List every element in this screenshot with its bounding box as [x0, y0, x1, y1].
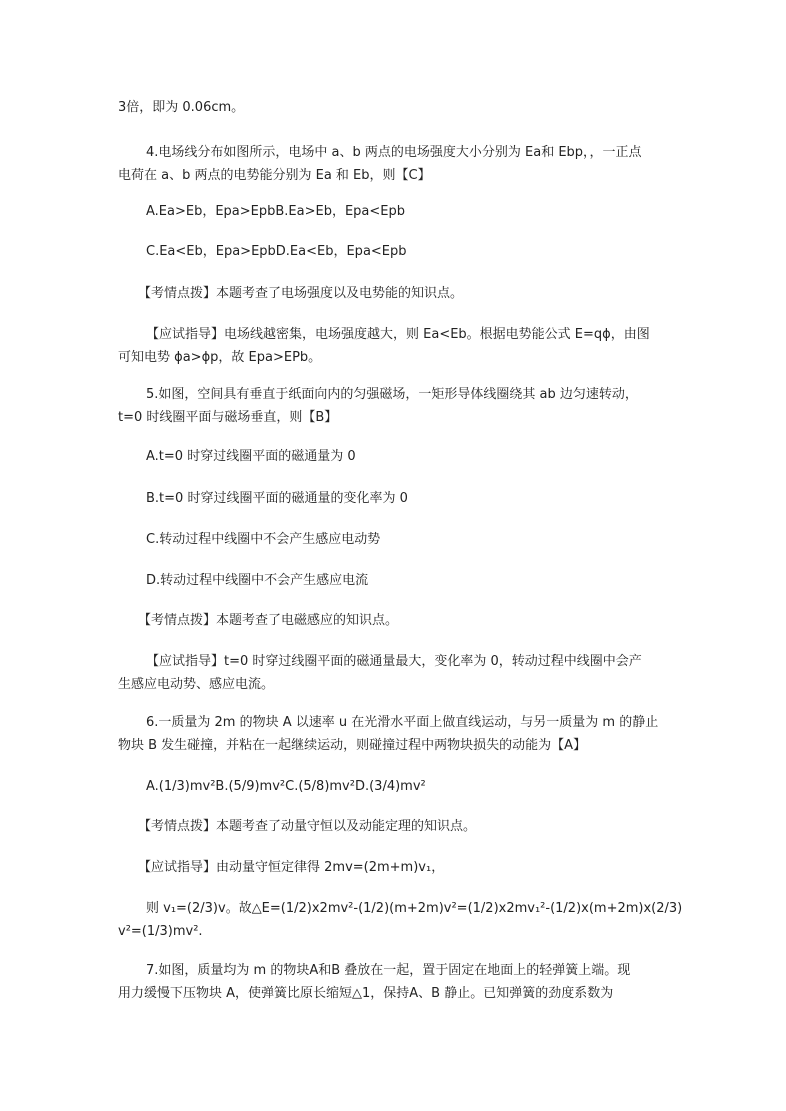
question-6-line-2: 物块 B 发生碰撞，并粘在一起继续运动，则碰撞过程中两物块损失的动能为【A】	[118, 738, 587, 753]
question-4-line-1: 4.电场线分布如图所示，电场中 a、b 两点的电场强度大小分别为 Ea和 Ebp，，一正点	[146, 145, 642, 160]
text-line-1: 3倍，即为 0.06cm。	[118, 100, 245, 115]
question-4-guide-line-1: 【应试指导】电场线越密集，电场强度越大，则 Ea<Eb。根据电势能公式 E=qϕ，由图	[146, 327, 650, 342]
question-7-line-2: 用力缓慢下压物块 A，使弹簧比原长缩短△1，保持A、B 静止。已知弹簧的劲度系数为	[118, 986, 614, 1001]
question-4-options-cd: C.Ea<Eb，Epa>EpbD.Ea<Eb，Epa<Epb	[146, 244, 407, 259]
question-5-option-c: C.转动过程中线圈中不会产生感应电动势	[146, 532, 381, 547]
question-6-analysis: 【考情点拨】本题考查了动量守恒以及动能定理的知识点。	[138, 819, 477, 834]
question-5-option-d: D.转动过程中线圈中不会产生感应电流	[146, 573, 369, 588]
question-6-guide-line-3: v²=(1/3)mv².	[118, 924, 203, 939]
question-5-option-a: A.t=0 时穿过线圈平面的磁通量为 0	[146, 449, 356, 464]
question-4-line-2: 电荷在 a、b 两点的电势能分别为 Ea 和 Eb，则【C】	[118, 168, 431, 183]
question-5-line-2: t=0 时线圈平面与磁场垂直，则【B】	[118, 410, 338, 425]
question-6-options: A.(1/3)mv²B.(5/9)mv²C.(5/8)mv²D.(3/4)mv²	[146, 779, 426, 794]
question-4-guide-line-2: 可知电势 ϕa>ϕp，故 Epa>EPb。	[118, 350, 322, 365]
question-4-analysis: 【考情点拨】本题考查了电场强度以及电势能的知识点。	[138, 286, 464, 301]
question-6-guide-line-1: 【应试指导】由动量守恒定律得 2mv=(2m+m)v₁，	[138, 860, 445, 875]
question-7-line-1: 7.如图，质量均为 m 的物块A和B 叠放在一起，置于固定在地面上的轻弹簧上端。现	[146, 963, 631, 978]
question-5-guide-line-1: 【应试指导】t=0 时穿过线圈平面的磁通量最大，变化率为 0，转动过程中线圈中会产	[146, 654, 642, 669]
question-5-guide-line-2: 生感应电动势、感应电流。	[118, 677, 275, 692]
question-4-options-ab: A.Ea>Eb，Epa>EpbB.Ea>Eb，Epa<Epb	[146, 204, 406, 219]
question-5-option-b: B.t=0 时穿过线圈平面的磁通量的变化率为 0	[146, 491, 408, 506]
question-6-line-1: 6.一质量为 2m 的物块 A 以速率 u 在光滑水平面上做直线运动，与另一质量为 m 的静止	[146, 715, 659, 730]
question-6-guide-line-2: 则 v₁=(2/3)v。故△E=(1/2)x2mv²-(1/2)(m+2m)v²=(1/2)x2mv₁²-(1/2)x(m+2m)x(2/3)	[146, 901, 683, 916]
question-5-analysis: 【考情点拨】本题考查了电磁感应的知识点。	[138, 613, 399, 628]
question-5-line-1: 5.如图，空间具有垂直于纸面向内的匀强磁场，一矩形导体线圈绕其 ab 边匀速转动，	[146, 387, 638, 402]
